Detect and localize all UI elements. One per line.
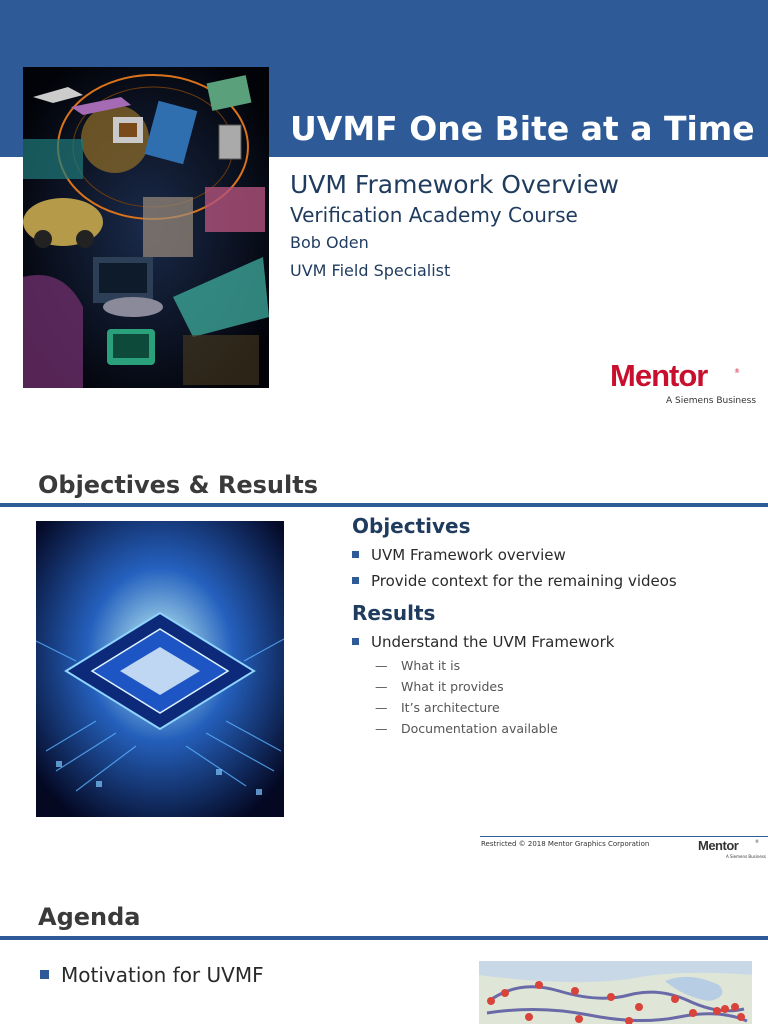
bullet-square-icon <box>352 551 359 558</box>
objective-item: UVM Framework overview <box>352 546 566 564</box>
bullet-square-icon <box>352 577 359 584</box>
footer-logo-word: Mentor <box>698 838 739 853</box>
bullet-square-icon <box>40 970 49 979</box>
chip-image <box>36 521 284 817</box>
route-map-image <box>479 961 752 1024</box>
objective-item: Provide context for the remaining videos <box>352 572 677 590</box>
objectives-title: Objectives <box>352 514 471 538</box>
result-item: Understand the UVM Framework <box>352 633 614 651</box>
results-title: Results <box>352 601 436 625</box>
heading-rule <box>0 503 768 507</box>
dash-icon: — <box>375 700 388 715</box>
presentation-title: UVMF One Bite at a Time <box>290 109 755 148</box>
dash-icon: — <box>375 679 388 694</box>
heading-rule <box>0 936 768 940</box>
footer-logo-tagline: A Siemens Business <box>726 854 767 859</box>
result-detail: — It’s architecture <box>375 700 500 715</box>
result-detail: — What it provides <box>375 679 504 694</box>
logo-registered: ® <box>734 368 740 375</box>
course-name: Verification Academy Course <box>290 203 578 227</box>
agenda-item: Motivation for UVMF <box>40 963 264 987</box>
agenda-slide <box>0 886 768 1024</box>
author-role: UVM Field Specialist <box>290 261 451 280</box>
slide-heading: Objectives & Results <box>38 471 318 499</box>
author-name: Bob Oden <box>290 233 369 252</box>
footer-mentor-logo <box>698 838 767 863</box>
footer-logo-registered: ® <box>755 839 759 844</box>
logo-word: Mentor <box>610 358 708 393</box>
result-detail: — What it is <box>375 658 461 673</box>
title-slide <box>0 0 768 440</box>
mentor-logo <box>610 358 757 408</box>
objectives-slide <box>0 458 768 868</box>
collage-image <box>23 67 269 388</box>
slide-heading: Agenda <box>38 903 141 931</box>
copyright-footer: Restricted © 2018 Mentor Graphics Corporation <box>481 840 650 848</box>
bullet-square-icon <box>352 638 359 645</box>
result-detail: — Documentation available <box>375 721 558 736</box>
presentation-subtitle: UVM Framework Overview <box>290 170 619 199</box>
dash-icon: — <box>375 721 388 736</box>
footer-rule <box>480 836 768 837</box>
dash-icon: — <box>375 658 388 673</box>
logo-tagline: A Siemens Business <box>666 396 757 406</box>
